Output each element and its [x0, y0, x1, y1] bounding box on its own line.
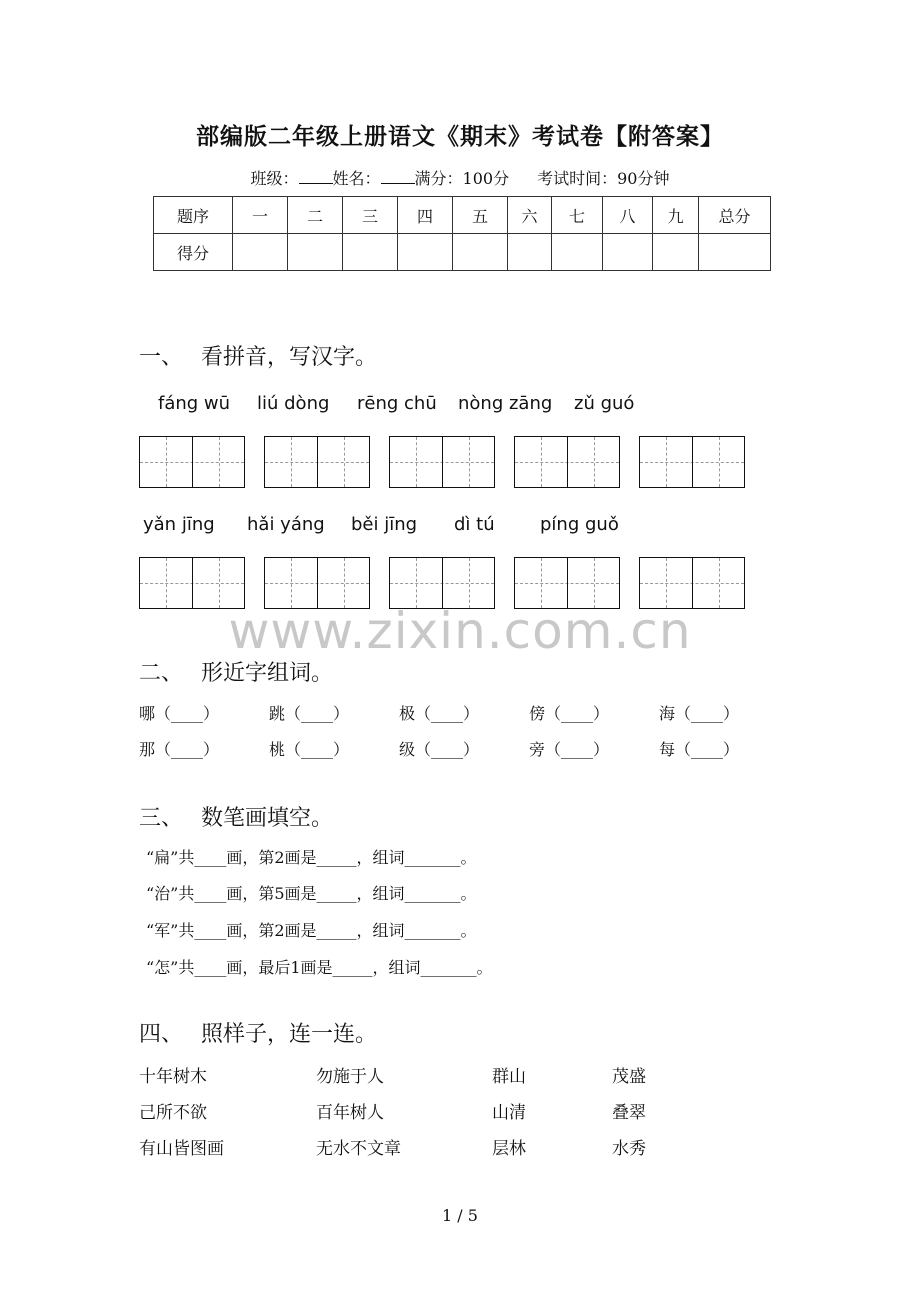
similar-char-item: 级（____）: [399, 740, 480, 759]
writing-grid-box[interactable]: [139, 436, 245, 488]
similar-char-item: 极（____）: [399, 704, 480, 723]
section-2-heading: [139, 656, 333, 687]
student-info-line: [0, 166, 920, 189]
section-title: 照样子，连一连。: [201, 1022, 378, 1047]
similar-char-item: 旁（____）: [529, 740, 610, 759]
writing-grid-box[interactable]: [389, 436, 495, 488]
score-cell[interactable]: [343, 234, 398, 271]
name-blank[interactable]: [381, 169, 415, 184]
similar-char-item: 每（____）: [659, 740, 740, 759]
similar-char-item: 哪（____）: [139, 704, 220, 723]
score-header-cell: 八: [603, 197, 653, 234]
match-item[interactable]: 群山: [492, 1067, 526, 1087]
section-3-heading: [139, 801, 333, 832]
score-header-cell: 一: [233, 197, 288, 234]
match-item[interactable]: 无水不文章: [316, 1139, 401, 1159]
score-cell[interactable]: [653, 234, 699, 271]
score-cell[interactable]: [699, 234, 771, 271]
score-table-score-row: [154, 234, 771, 271]
section-4-heading: [139, 1017, 377, 1048]
page-number: 1 / 5: [442, 1206, 478, 1225]
section-number: 四、: [139, 1022, 184, 1047]
match-item[interactable]: 勿施于人: [316, 1067, 384, 1087]
score-header-cell: 三: [343, 197, 398, 234]
class-blank[interactable]: [299, 169, 333, 184]
pinyin: píng guǒ: [540, 514, 619, 535]
score-row-label: 得分: [154, 234, 233, 271]
match-item[interactable]: 茂盛: [612, 1067, 646, 1087]
stroke-question: “治”共____画，第5画是_____，组词_______。: [146, 884, 477, 903]
score-header-cell: 题序: [154, 197, 233, 234]
score-cell[interactable]: [233, 234, 288, 271]
section-number: 三、: [139, 806, 184, 831]
name-label: 姓名：: [332, 169, 381, 188]
section-1-heading: [139, 340, 377, 371]
stroke-question: “怎”共____画，最后1画是_____，组词_______。: [146, 958, 493, 977]
page-title: 部编版二年级上册语文《期末》考试卷【附答案】: [196, 123, 724, 150]
writing-grid-box[interactable]: [514, 436, 620, 488]
class-label: 班级：: [250, 169, 299, 188]
match-item[interactable]: 百年树人: [316, 1103, 384, 1123]
writing-grid-box[interactable]: [264, 436, 370, 488]
score-cell[interactable]: [398, 234, 453, 271]
score-cell[interactable]: [603, 234, 653, 271]
score-header-cell: 五: [453, 197, 508, 234]
score-cell[interactable]: [508, 234, 552, 271]
match-item[interactable]: 叠翠: [612, 1103, 646, 1123]
pinyin: běi jīng: [351, 514, 418, 535]
section-title: 形近字组词。: [201, 661, 334, 686]
watermark: www.zixin.com.cn: [228, 602, 692, 660]
score-cell[interactable]: [453, 234, 508, 271]
score-table: [153, 196, 771, 271]
writing-grid-box[interactable]: [639, 436, 745, 488]
score-header-cell: 二: [288, 197, 343, 234]
score-cell[interactable]: [552, 234, 603, 271]
stroke-question: “扁”共____画，第2画是_____，组词_______。: [146, 848, 477, 867]
section-number: 二、: [139, 661, 184, 686]
pinyin: liú dòng: [257, 393, 330, 414]
pinyin: zǔ guó: [574, 393, 635, 414]
score-header-cell: 六: [508, 197, 552, 234]
pinyin: rēng chū: [357, 393, 437, 414]
full-score: 满分：100分: [414, 169, 510, 188]
pinyin: nòng zāng: [458, 393, 553, 414]
pinyin: fáng wū: [158, 393, 231, 414]
pinyin: dì tú: [454, 514, 495, 535]
match-item[interactable]: 十年树木: [139, 1067, 207, 1087]
stroke-question: “军”共____画，第2画是_____，组词_______。: [146, 921, 477, 940]
similar-char-item: 海（____）: [659, 704, 740, 723]
exam-time: 考试时间：90分钟: [537, 169, 670, 188]
pinyin: yǎn jīng: [143, 514, 215, 535]
score-cell[interactable]: [288, 234, 343, 271]
match-item[interactable]: 己所不欲: [139, 1103, 207, 1123]
section-number: 一、: [139, 345, 184, 370]
score-table-header-row: [154, 197, 771, 234]
score-header-cell: 四: [398, 197, 453, 234]
similar-char-item: 桃（____）: [269, 740, 350, 759]
score-header-cell: 七: [552, 197, 603, 234]
match-item[interactable]: 层林: [492, 1139, 526, 1159]
similar-char-item: 跳（____）: [269, 704, 350, 723]
section-title: 数笔画填空。: [201, 806, 334, 831]
match-item[interactable]: 水秀: [612, 1139, 646, 1159]
match-item[interactable]: 有山皆图画: [139, 1139, 224, 1159]
section-title: 看拼音，写汉字。: [201, 345, 378, 370]
pinyin: hǎi yáng: [247, 514, 325, 535]
score-header-cell: 九: [653, 197, 699, 234]
score-header-cell: 总分: [699, 197, 771, 234]
similar-char-item: 那（____）: [139, 740, 220, 759]
match-item[interactable]: 山清: [492, 1103, 526, 1123]
similar-char-item: 傍（____）: [529, 704, 610, 723]
